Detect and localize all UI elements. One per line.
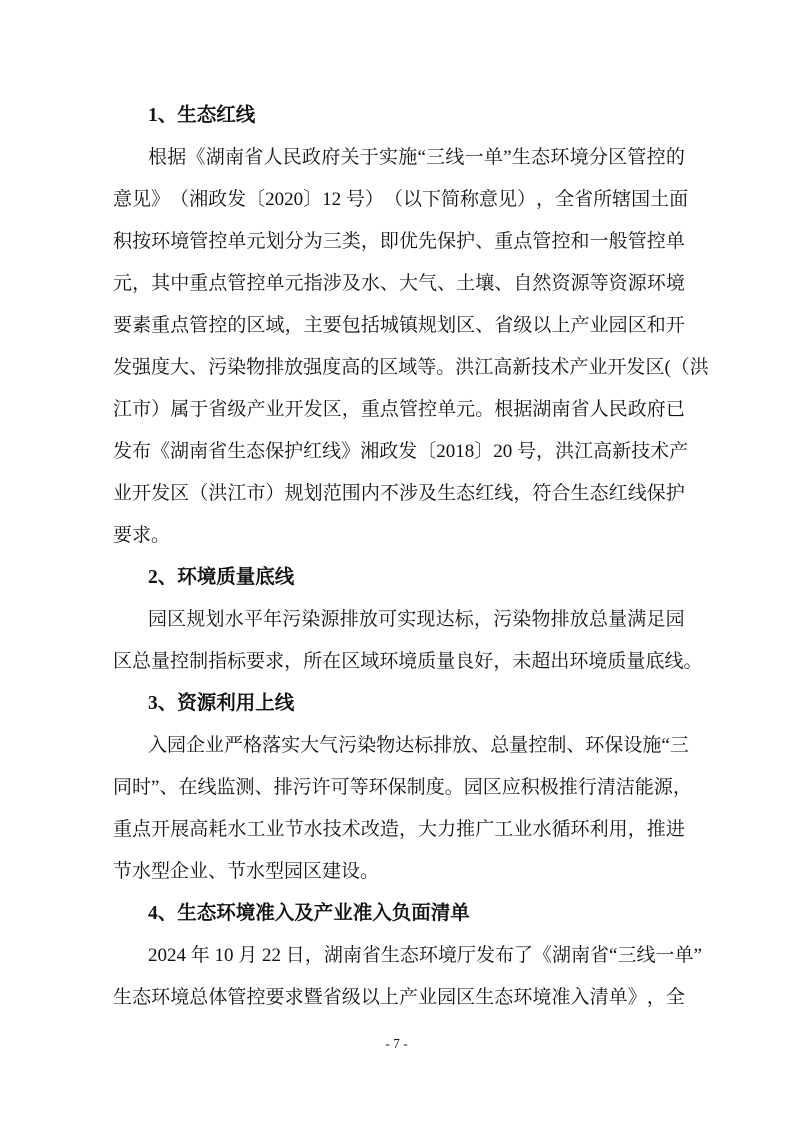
text-line: 发 强 度 大 、 污 染 物 排 放 强 度 高 的 区 域 等 。 洪 江 高 新 技 术 产 业 开 发 区 ( （ 洪: [113, 357, 709, 378]
section-heading: 2、环境质量底线: [148, 567, 295, 588]
section-heading: 4、生态环境准入及产业准入负面清单: [148, 903, 470, 924]
text-line: 2 0 2 4 年 1 0 月 2 2 日 ， 湖 南 省 生 态 环 境 厅 发 布 了 《 湖 南 省 “ 三 线 一 单 ”: [148, 945, 702, 966]
text-line: 江 市 ） 属 于 省 级 产 业 开 发 区 ， 重 点 管 控 单 元 。 根 据 湖 南 省 人 民 政 府 已: [113, 399, 685, 420]
text-line: 节水型企业、节水型园区建设。: [113, 861, 380, 882]
text-line: 根 据 《 湖 南 省 人 民 政 府 关 于 实 施 “ 三 线 一 单 ” 生 态 环 境 分 区 管 控 的: [148, 147, 685, 168]
page-number: - 7 -: [385, 1036, 408, 1051]
text-line: 元 ， 其 中 重 点 管 控 单 元 指 涉 及 水 、 大 气 、 土 壤 、 自 然 资 源 等 资 源 环 境: [113, 273, 685, 294]
text-line: 同 时 ” 、 在 线 监 测 、 排 污 许 可 等 环 保 制 度 。 园 区 应 积 极 推 行 清 洁 能 源 ，: [113, 777, 692, 798]
text-line: 入 园 企 业 严 格 落 实 大 气 污 染 物 达 标 排 放 、 总 量 控 制 、 环 保 设 施 “ 三: [148, 735, 689, 756]
section-heading: 1、生态红线: [148, 105, 256, 126]
document-body: [113, 95, 709, 1019]
text-line: 意 见 》 （ 湘 政 发 〔 2 0 2 0 〕 1 2 号 ） （ 以 下 简 称 意 见 ） ， 全 省 所 辖 国 土 面: [113, 189, 689, 210]
text-line: 区 总 量 控 制 指 标 要 求 ， 所 在 区 域 环 境 质 量 良 好 ， 未 超 出 环 境 质 量 底 线 。: [113, 651, 703, 672]
text-line: 生 态 环 境 总 体 管 控 要 求 暨 省 级 以 上 产 业 园 区 生 态 环 境 准 入 清 单 》 ， 全: [113, 987, 685, 1008]
text-line: 重 点 开 展 高 耗 水 工 业 节 水 技 术 改 造 ， 大 力 推 广 工 业 水 循 环 利 用 ， 推 进: [113, 819, 685, 840]
text-line: 业 开 发 区 （ 洪 江 市 ） 规 划 范 围 内 不 涉 及 生 态 红 线 ， 符 合 生 态 红 线 保 护: [113, 483, 685, 504]
text-line: 要求。: [113, 525, 171, 546]
text-line: 发 布 《 湖 南 省 生 态 保 护 红 线 》 湘 政 发 〔 2 0 1 8 〕 2 0 号 ， 洪 江 高 新 技 术 产: [113, 441, 689, 462]
section-heading: 3、资源利用上线: [148, 693, 295, 714]
text-line: 要 素 重 点 管 控 的 区 域 ， 主 要 包 括 城 镇 规 划 区 、 省 级 以 上 产 业 园 区 和 开: [113, 315, 685, 336]
text-line: 积 按 环 境 管 控 单 元 划 分 为 三 类 ， 即 优 先 保 护 、 重 点 管 控 和 一 般 管 控 单: [113, 231, 685, 252]
text-line: 园 区 规 划 水 平 年 污 染 源 排 放 可 实 现 达 标 ， 污 染 物 排 放 总 量 满 足 园: [148, 609, 685, 630]
